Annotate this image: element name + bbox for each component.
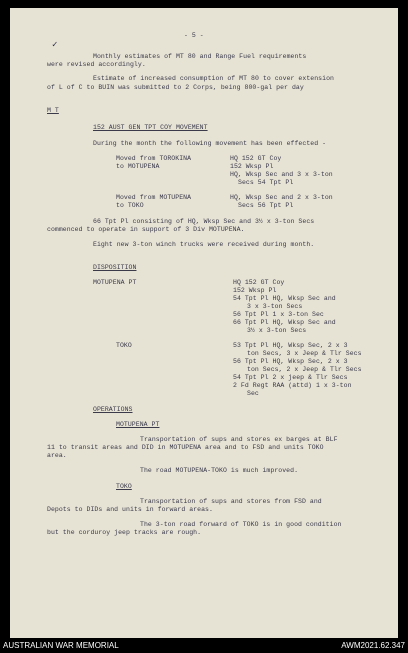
text-line: 152 Wksp Pl [230,163,274,170]
text-line: 56 Tpt Pl 1 x 3-ton Sec [233,311,324,318]
text-line: Estimate of increased consumption of MT 80 to cover extension [93,75,334,82]
text-line: Depots to DIDs and units in forward areas. [47,506,213,513]
text-line: 66 Tpt Pl HQ, Wksp Sec and [233,319,336,326]
text-line: HQ 152 GT Coy [233,279,285,286]
text-line: 3½ x 3-ton Secs [247,327,307,334]
text-line: Transportation of sups and stores from FSD and [140,498,322,505]
text-line: HQ, Wksp Sec and 3 x 3-ton [230,171,333,178]
text-line: 152 Wksp Pl [233,287,277,294]
subsection-heading: TOKO [116,483,132,490]
text-line: 11 to transit areas and DID in MOTUPENA area and to FSD and units TOKO [47,444,324,451]
text-line: were revised accordingly. [47,61,146,68]
text-line: to TOKO [116,202,144,209]
subsection-heading: MOTUPENA PT [116,421,160,428]
text-line: MOTUPENA PT [93,279,137,286]
text-line: Moved from TOROKINA [116,155,192,162]
footer-institution: AUSTRALIAN WAR MEMORIAL [3,641,119,650]
text-line: of L of C to BUIN was submitted to 2 Corps, being 800-gal per day [47,84,304,91]
text-line: Sec [247,390,259,397]
text-line: HQ, Wksp Sec and 2 x 3-ton [230,194,333,201]
text-line: Eight new 3-ton winch trucks were received during month. [93,241,315,248]
text-line: to MOTUPENA [116,163,160,170]
text-line: 66 Tpt Pl consisting of HQ, Wksp Sec and 3½ x 3-ton Secs [93,218,315,225]
text-line: 2 Fd Regt RAA (attd) 1 x 3-ton [233,382,352,389]
text-line: but the corduroy jeep tracks are rough. [47,529,202,536]
footer-accession-number: AWM2021.62.347 [341,641,405,650]
text-line: 56 Tpt Pl HQ, Wksp Sec, 2 x 3 [233,358,348,365]
check-mark: ✓ [52,40,58,50]
text-line: 54 Tpt Pl HQ, Wksp Sec and [233,295,336,302]
text-line: The 3-ton road forward of TOKO is in good condition [140,521,342,528]
page-number: - 5 - [184,32,204,39]
section-heading: DISPOSITION [93,264,137,271]
document-page [10,8,398,638]
section-heading: OPERATIONS [93,406,133,413]
archive-footer [0,640,408,653]
text-line: Moved from MOTUPENA [116,194,192,201]
text-line: area. [47,452,67,459]
text-line: 54 Tpt Pl 2 x jeep & Tlr Secs [233,374,348,381]
text-line: TOKO [116,342,132,349]
text-line: The road MOTUPENA-TOKO is much improved. [140,467,299,474]
text-line: HQ 152 GT Coy [230,155,282,162]
text-line: ton Secs, 3 x Jeep & Tlr Secs [247,350,362,357]
text-line: commenced to operate in support of 3 Div MOTUPENA. [47,226,245,233]
section-heading: M T [47,107,59,114]
subsection-heading: 152 AUST GEN TPT COY MOVEMENT [93,124,208,131]
text-line: Monthly estimates of MT 80 and Range Fuel requirements [93,53,307,60]
text-line: During the month the following movement has been effected - [93,140,327,147]
text-line: ton Secs, 2 x Jeep & Tlr Secs [247,366,362,373]
text-line: 3 x 3-ton Secs [247,303,303,310]
text-line: Secs 56 Tpt Pl [238,202,294,209]
text-line: Secs 54 Tpt Pl [238,179,294,186]
text-line: Transportation of sups and stores ex barges at BLF [140,436,338,443]
text-line: 53 Tpt Pl HQ, Wksp Sec, 2 x 3 [233,342,348,349]
